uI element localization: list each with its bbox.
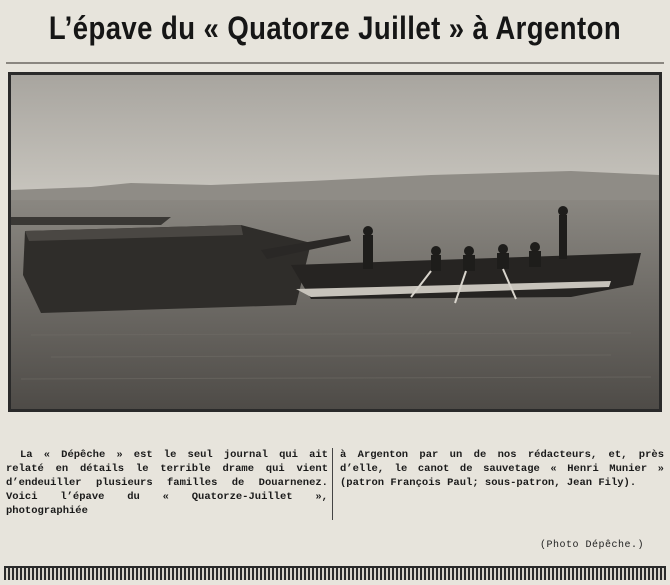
top-rule bbox=[6, 62, 664, 64]
caption-right-column: à Argenton par un de nos rédacteurs, et, près d’elle, le canot de sauvetage « Henri Munier » (patron François Paul; sous-patron, Jean Fily). bbox=[340, 449, 664, 489]
column-divider bbox=[332, 448, 333, 520]
wreck-photo-illustration bbox=[11, 75, 659, 409]
caption-left-column: La « Dépêche » est le seul journal qui ait relaté en détails le terrible drame qui vient d’endeuiller plusieurs familles de Douarnenez. Voici l’épave du « Quatorze-Juillet », photographiée bbox=[6, 449, 328, 517]
bottom-rule bbox=[4, 566, 666, 580]
article-headline: L’épave du « Quatorze Juillet » à Argenton bbox=[48, 10, 622, 46]
wreck-photo bbox=[8, 72, 662, 412]
photo-credit: (Photo Dépêche.) bbox=[539, 540, 644, 551]
rocks bbox=[11, 217, 171, 225]
photo-caption bbox=[6, 448, 664, 518]
